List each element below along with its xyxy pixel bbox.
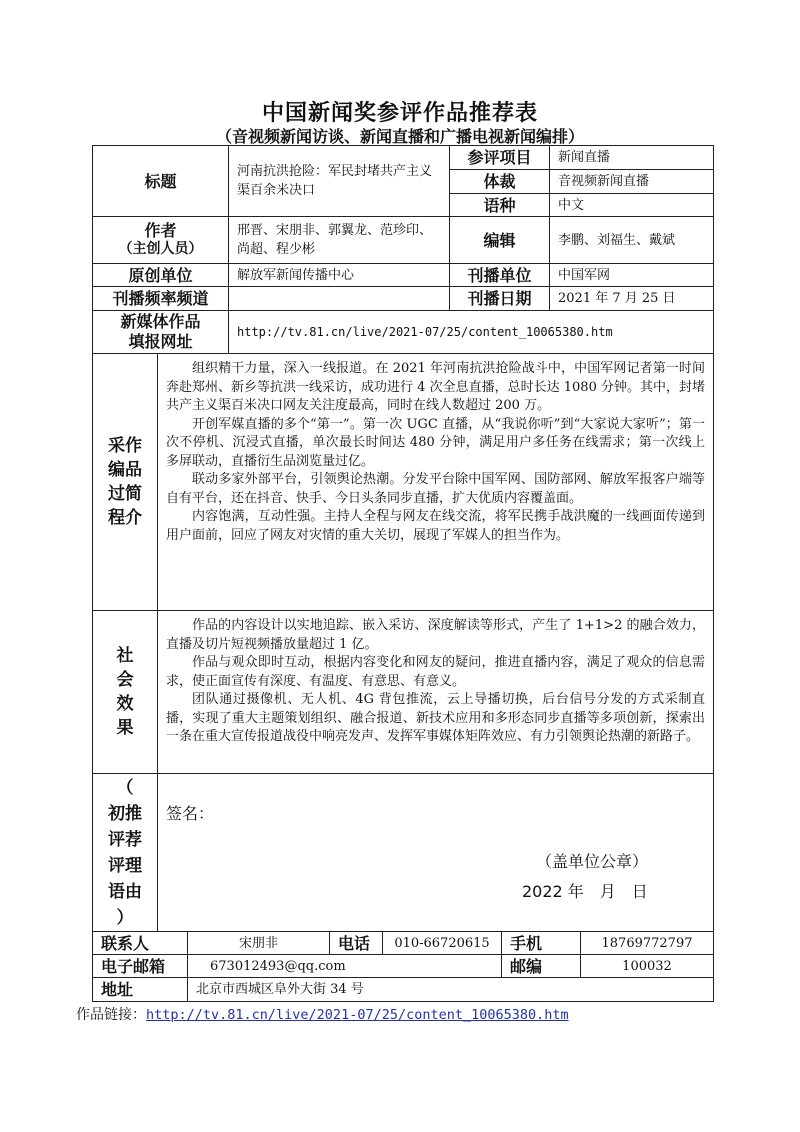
email-label-cell xyxy=(92,954,188,978)
language-value-cell xyxy=(549,193,714,217)
phone-value-cell xyxy=(382,931,502,955)
editor-label: 编辑 xyxy=(483,230,516,250)
process-label-cell xyxy=(92,353,158,611)
process-paragraph: 组织精干力量，深入一线报道。在 2021 年河南抗洪抢险战斗中，中国军网记者第一时间奔赴郑州、新乡等抗洪一线采访，成功进行 4 次全息直播，总时长达 1080 分钟。其中，封堵共产主义渠百米决口网友关注度最高，同时在线人数超过 200 万。 xyxy=(166,361,705,413)
postcode-value: 100032 xyxy=(622,958,672,974)
editor-label-cell xyxy=(449,216,550,264)
phone-value: 010-66720615 xyxy=(394,935,490,951)
origin-value-cell xyxy=(228,263,450,287)
document-title: 中国新闻奖参评作品推荐表 xyxy=(261,100,538,126)
postcode-value-cell xyxy=(580,954,714,978)
process-label xyxy=(108,434,142,530)
publisher-value: 中国军网 xyxy=(558,267,611,283)
genre-value: 音视频新闻直播 xyxy=(558,174,650,189)
url-value: http://tv.81.cn/live/2021-07/25/content_10065380.htm xyxy=(237,324,613,339)
document-subtitle: （音视频新闻访谈、新闻直播和广播电视新闻编排） xyxy=(215,127,584,146)
process-label-part: 采作 xyxy=(108,436,142,456)
mobile-value-cell xyxy=(580,931,714,955)
language-label-cell xyxy=(449,193,550,217)
process-content-cell xyxy=(157,353,714,611)
process-paragraph: 联动多家外部平台，引领舆论热潮。分发平台除中国军网、国防部网、解放军报客户端等自有平台，还在抖音、快手、今日头条同步直播，扩大优质内容覆盖面。 xyxy=(166,472,705,506)
category-value-cell xyxy=(549,145,714,170)
title-label-cell xyxy=(92,145,229,217)
url-value-cell xyxy=(228,310,714,354)
mobile-label-cell xyxy=(501,931,581,955)
address-value-cell xyxy=(187,977,714,1002)
author-label-cell xyxy=(92,216,229,264)
contact-value-cell xyxy=(187,931,330,955)
publisher-label-cell xyxy=(449,263,550,287)
contact-label: 联系人 xyxy=(101,933,150,953)
seal-label: （盖单位公章） xyxy=(536,852,649,871)
effect-label xyxy=(117,644,134,740)
review-content-cell xyxy=(157,773,714,932)
phone-label-cell xyxy=(329,931,383,955)
review-label-part: 初推 xyxy=(108,803,142,824)
author-label: 作者 xyxy=(144,221,177,240)
authors-value: 邢晋、宋朋非、郭翼龙、范珍印、尚超、程少彬 xyxy=(237,223,433,257)
review-label-part: 评荐 xyxy=(108,829,142,850)
signature-label: 签名： xyxy=(166,804,215,823)
address-value: 北京市西城区阜外大街 34 号 xyxy=(196,982,364,997)
postcode-label: 邮编 xyxy=(510,956,543,976)
genre-label-cell xyxy=(449,169,550,194)
work-title-value: 河南抗洪抢险：军民封堵共产主义渠百余米决口 xyxy=(237,164,433,198)
review-label-part: 评理 xyxy=(108,855,142,876)
review-label-part: （ xyxy=(116,777,134,798)
process-content xyxy=(166,360,705,545)
effect-content-cell xyxy=(157,610,714,774)
origin-label-cell xyxy=(92,263,229,287)
address-label-cell xyxy=(92,977,188,1002)
contact-label-cell xyxy=(92,931,188,955)
email-value: 673012493@qq.com xyxy=(210,958,346,974)
date-label: 刊播日期 xyxy=(467,289,532,308)
effect-paragraph: 团队通过摄像机、无人机、4G 背包推流，云上导播切换，后台信号分发的方式采制直播，实现了重大主题策划组织、融合报道、新技术应用和多形态同步直播等多项创新，探索出一条在重大宣传报道战役中响亮发声、发挥军事媒体矩阵效应、有力引领舆论热潮的新路子。 xyxy=(166,692,705,744)
origin-value: 解放军新闻传播中心 xyxy=(237,267,355,283)
process-label-part: 编品 xyxy=(108,460,142,480)
work-link[interactable]: http://tv.81.cn/live/2021-07/25/content_10065380.htm xyxy=(146,1007,569,1023)
effect-label-part: 社 xyxy=(116,646,134,666)
contact-value: 宋朋非 xyxy=(238,935,278,951)
address-label: 地址 xyxy=(101,980,134,999)
review-label-part: ） xyxy=(116,907,134,928)
review-date: 2022 年 月 日 xyxy=(522,882,648,901)
category-label: 参评项目 xyxy=(467,148,532,167)
origin-label: 原创单位 xyxy=(128,265,193,285)
date-value-cell xyxy=(549,286,714,311)
phone-label: 电话 xyxy=(338,933,371,953)
mobile-label: 手机 xyxy=(510,933,543,953)
process-paragraph: 开创军媒直播的多个“第一”。第一次 UGC 直播，从“我说你听”到“大家说大家听”；第一次不停机、沉浸式直播，单次最长时间达 480 分钟，满足用户多任务在线需求；第一次线上多屏联动，直播衍生品浏览量过亿。 xyxy=(166,416,705,469)
effect-label-cell xyxy=(92,610,158,774)
editors-value: 李鹏、刘福生、戴斌 xyxy=(558,232,676,248)
effect-paragraph: 作品的内容设计以实地追踪、嵌入采访、深度解读等形式，产生了 1+1>2 的融合效力，直播及切片短视频播放量超过 1 亿。 xyxy=(166,618,705,652)
postcode-label-cell xyxy=(501,954,581,978)
genre-value-cell xyxy=(549,169,714,194)
url-label-1: 新媒体作品 xyxy=(120,312,201,331)
effect-label-part: 会 xyxy=(116,670,134,690)
url-label-2: 填报网址 xyxy=(128,332,193,351)
channel-label-cell xyxy=(92,286,229,311)
review-label-cell xyxy=(92,773,158,932)
genre-label: 体裁 xyxy=(483,172,516,191)
category-label-cell xyxy=(449,145,550,170)
effect-paragraph: 作品与观众即时互动，根据内容变化和网友的疑问，推进直播内容，满足了观众的信息需求，使正面宣传有深度、有温度、有意思、有意义。 xyxy=(166,655,705,689)
channel-label: 刊播频率频道 xyxy=(112,289,209,308)
language-value: 中文 xyxy=(558,197,585,213)
publisher-label: 刊播单位 xyxy=(467,265,532,285)
review-label-part: 语由 xyxy=(108,881,142,902)
mobile-value: 18769772797 xyxy=(601,935,693,951)
title-label: 标题 xyxy=(144,171,177,191)
email-label: 电子邮箱 xyxy=(101,956,166,976)
language-label: 语种 xyxy=(483,195,516,215)
process-label-part: 过简 xyxy=(108,484,142,504)
work-link-prefix: 作品链接： xyxy=(76,1007,146,1023)
effect-label-part: 果 xyxy=(116,718,134,738)
authors-cell xyxy=(228,216,450,264)
date-label-cell xyxy=(449,286,550,311)
url-label-cell xyxy=(92,310,229,354)
effect-content xyxy=(166,617,705,747)
email-value-cell xyxy=(187,954,502,978)
date-value: 2021 年 7 月 25 日 xyxy=(558,291,676,306)
effect-label-part: 效 xyxy=(116,694,134,714)
process-paragraph: 内容饱满，互动性强。主持人全程与网友在线交流，将军民携手战洪魔的一线画面传递到用户面前，回应了网友对灾情的重大关切，展现了军媒人的担当作为。 xyxy=(166,509,705,543)
work-title-cell xyxy=(228,145,450,217)
editors-cell xyxy=(549,216,714,264)
category-value: 新闻直播 xyxy=(558,150,611,165)
process-label-part: 程介 xyxy=(108,508,142,528)
work-link-line xyxy=(76,1004,776,1024)
review-label xyxy=(108,775,142,931)
publisher-value-cell xyxy=(549,263,714,287)
channel-value-cell xyxy=(228,286,450,311)
author-sub-label: （主创人员） xyxy=(118,241,203,257)
